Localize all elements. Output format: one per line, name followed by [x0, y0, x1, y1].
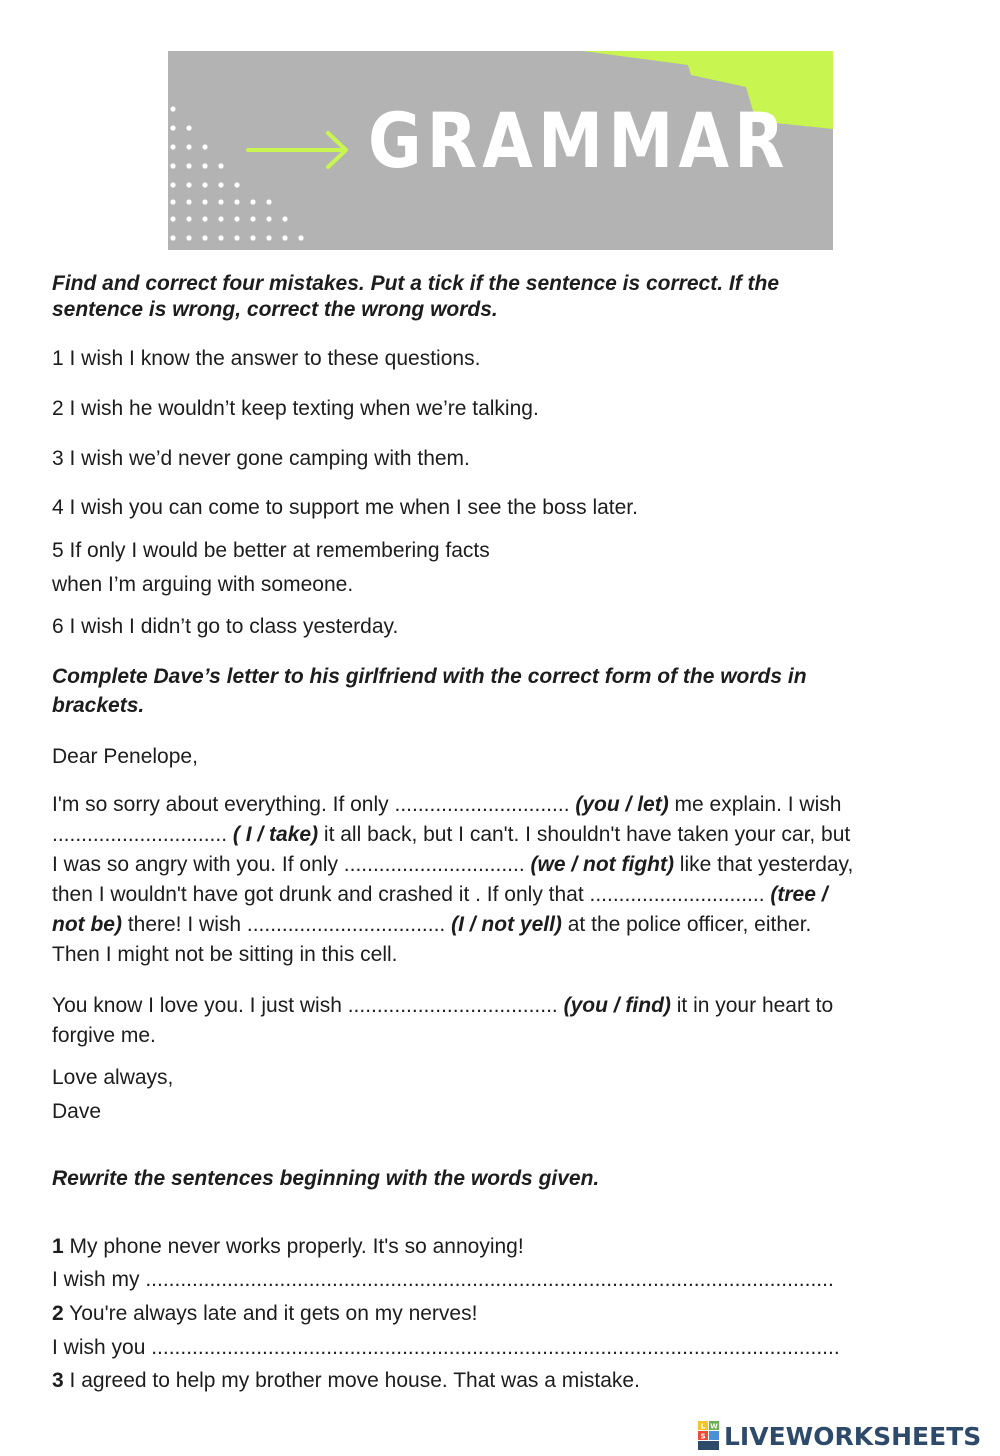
logo-text: LIVEWORKSHEETS	[724, 1421, 982, 1451]
item-number: 1	[52, 1235, 64, 1258]
sentence-6: 6 I wish I didn’t go to class yesterday.	[52, 615, 399, 638]
item-text: I agreed to help my brother move house. That was a mistake.	[63, 1369, 640, 1392]
letter-paragraph-2	[52, 991, 952, 1051]
liveworksheets-logo-icon	[698, 1421, 720, 1451]
letter-paragraph-1	[52, 790, 952, 970]
rewrite-item-2	[52, 1301, 477, 1327]
bracket-prompt: (you / find)	[563, 994, 671, 1017]
letter-signature: Dave	[52, 1100, 102, 1123]
letter-line	[52, 910, 952, 940]
bracket-prompt: (we / not fight)	[530, 853, 674, 876]
letter-closing: Love always,	[52, 1066, 174, 1089]
bracket-prompt: (I / not yell)	[451, 913, 562, 936]
sentence-5-continuation: when I’m arguing with someone.	[52, 573, 354, 596]
logo-letter: L	[700, 1422, 706, 1431]
letter-text: me explain. I wish	[668, 793, 842, 816]
rewrite-item-1	[52, 1234, 524, 1260]
letter-line	[52, 820, 952, 850]
letter-text: You know I love you. I just wish ....................................	[52, 994, 564, 1017]
letter-greeting: Dear Penelope,	[52, 745, 198, 768]
item-number: 3	[52, 1369, 64, 1392]
letter-line	[52, 880, 952, 910]
bracket-prompt: not be)	[52, 913, 122, 936]
sentence-2: 2 I wish he wouldn’t keep texting when we’re talking.	[52, 397, 539, 420]
rewrite-item-3	[52, 1368, 640, 1394]
letter-text: I'm so sorry about everything. If only ..............................	[52, 793, 576, 816]
letter-line	[52, 850, 952, 880]
item-number: 2	[52, 1302, 64, 1325]
letter-text: it in your heart to	[670, 994, 834, 1017]
bracket-prompt: (you / let)	[575, 793, 669, 816]
bracket-prompt: (tree /	[770, 883, 828, 906]
letter-text: it all back, but I can't. I shouldn't have taken your car, but	[318, 823, 851, 846]
letter-text: then I wouldn't have got drunk and crashed it . If only that ..............................	[52, 883, 771, 906]
item-text: You're always late and it gets on my nerves!	[63, 1302, 478, 1325]
letter-text: Then I might not be sitting in this cell.	[52, 943, 398, 966]
letter-text: like that yesterday,	[673, 853, 854, 876]
banner-title: GRAMMAR	[368, 96, 790, 185]
arrow-right-icon	[248, 133, 346, 167]
letter-line	[52, 1021, 952, 1051]
letter-text: at the police officer, either.	[561, 913, 812, 936]
logo-letter: W	[710, 1422, 718, 1431]
letter-line	[52, 790, 952, 820]
letter-text: there! I wish ..................................	[121, 913, 452, 936]
rewrite-prompt-1[interactable]: I wish my ......................................................................................................................	[52, 1268, 834, 1291]
sentence-1: 1 I wish I know the answer to these questions.	[52, 347, 481, 370]
letter-line	[52, 991, 952, 1021]
liveworksheets-logo	[698, 1421, 981, 1451]
sentence-4: 4 I wish you can come to support me when I see the boss later.	[52, 496, 638, 519]
letter-line	[52, 940, 952, 970]
letter-text: I was so angry with you. If only ...............................	[52, 853, 531, 876]
section2-instruction-line2: brackets.	[52, 694, 145, 717]
rewrite-prompt-2[interactable]: I wish you ......................................................................................................................	[52, 1336, 840, 1359]
section1-instruction-line2: sentence is wrong, correct the wrong words.	[52, 298, 498, 321]
section1-instruction-line1: Find and correct four mistakes. Put a tick if the sentence is correct. If the	[52, 272, 780, 295]
letter-text: forgive me.	[52, 1024, 156, 1047]
sentence-3: 3 I wish we’d never gone camping with them.	[52, 447, 470, 470]
section2-instruction-line1: Complete Dave’s letter to his girlfriend with the correct form of the words in	[52, 665, 807, 688]
item-text: My phone never works properly. It's so annoying!	[63, 1235, 524, 1258]
section3-instruction: Rewrite the sentences beginning with the words given.	[52, 1167, 600, 1190]
letter-text: ..............................	[52, 823, 233, 846]
sentence-5: 5 If only I would be better at remembering facts	[52, 539, 490, 562]
logo-letter: S	[700, 1432, 706, 1441]
bracket-prompt: ( I / take)	[232, 823, 319, 846]
